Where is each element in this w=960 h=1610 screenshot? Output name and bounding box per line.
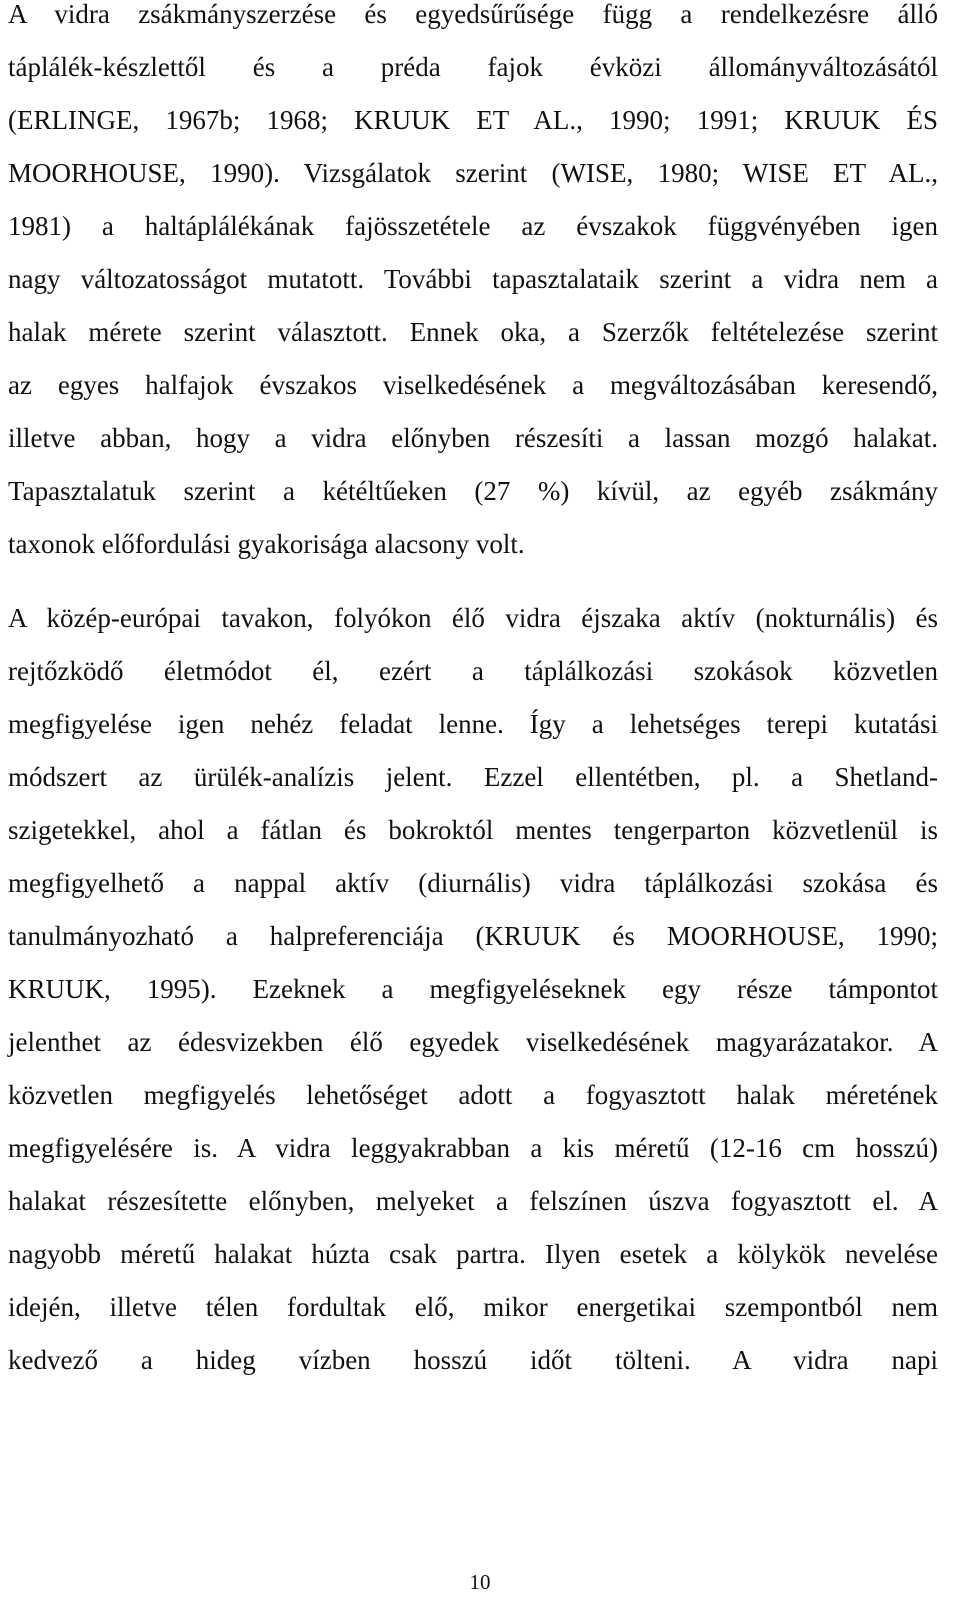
paragraph-1-line: az egyes halfajok évszakos viselkedésének a megváltozásában keresendő, <box>8 370 938 400</box>
paragraph-2-line: nagyobb méretű halakat húzta csak partra. Ilyen esetek a kölykök nevelése <box>8 1239 938 1269</box>
page-number: 10 <box>469 1570 491 1594</box>
paragraph-2-line: tanulmányozható a halpreferenciája (KRUUK és MOORHOUSE, 1990; <box>8 921 938 951</box>
paragraph-2-line: közvetlen megfigyelés lehetőséget adott a fogyasztott halak méretének <box>8 1080 938 1110</box>
paragraph-2-line: idején, illetve télen fordultak elő, mikor energetikai szempontból nem <box>8 1292 938 1322</box>
paragraph-1 <box>8 0 938 571</box>
paragraph-1-line: halak mérete szerint választott. Ennek oka, a Szerzők feltételezése szerint <box>8 317 938 347</box>
paragraph-1-line: nagy változatosságot mutatott. További tapasztalataik szerint a vidra nem a <box>8 264 938 294</box>
paragraph-1-line: 1981) a haltáplálékának fajösszetétele az évszakok függvényében igen <box>8 211 938 241</box>
paragraph-2-line: megfigyelésére is. A vidra leggyakrabban a kis méretű (12-16 cm hosszú) <box>8 1133 938 1163</box>
paragraph-1-line: Tapasztalatuk szerint a kétéltűeken (27 %) kívül, az egyéb zsákmány <box>8 476 938 506</box>
paragraph-1-line: A vidra zsákmányszerzése és egyedsűrűsége függ a rendelkezésre álló <box>8 0 938 29</box>
paragraph-1-line: MOORHOUSE, 1990). Vizsgálatok szerint (WISE, 1980; WISE ET AL., <box>8 158 938 188</box>
paragraph-2-line: A közép-európai tavakon, folyókon élő vidra éjszaka aktív (nokturnális) és <box>8 603 938 633</box>
document-page <box>8 0 938 1387</box>
paragraph-1-line: táplálék-készlettől és a préda fajok évközi állományváltozásától <box>8 52 938 82</box>
paragraph-2 <box>8 592 938 1387</box>
paragraph-1-line: taxonok előfordulási gyakorisága alacsony volt. <box>8 529 525 559</box>
paragraph-2-line: halakat részesítette előnyben, melyeket a felszínen úszva fogyasztott el. A <box>8 1186 938 1216</box>
paragraph-1-line: illetve abban, hogy a vidra előnyben részesíti a lassan mozgó halakat. <box>8 423 938 453</box>
paragraph-2-line: KRUUK, 1995). Ezeknek a megfigyeléseknek egy része támpontot <box>8 974 938 1004</box>
paragraph-2-line: rejtőzködő életmódot él, ezért a táplálkozási szokások közvetlen <box>8 656 938 686</box>
paragraph-2-line: megfigyelhető a nappal aktív (diurnális) vidra táplálkozási szokása és <box>8 868 938 898</box>
paragraph-2-line: jelenthet az édesvizekben élő egyedek viselkedésének magyarázatakor. A <box>8 1027 938 1057</box>
paragraph-1-line: (ERLINGE, 1967b; 1968; KRUUK ET AL., 1990; 1991; KRUUK ÉS <box>8 105 938 135</box>
paragraph-2-line: kedvező a hideg vízben hosszú időt tölteni. A vidra napi <box>8 1345 938 1375</box>
paragraph-2-line: szigetekkel, ahol a fátlan és bokroktól mentes tengerparton közvetlenül is <box>8 815 938 845</box>
paragraph-2-line: megfigyelése igen nehéz feladat lenne. Így a lehetséges terepi kutatási <box>8 709 938 739</box>
paragraph-2-line: módszert az ürülék-analízis jelent. Ezzel ellentétben, pl. a Shetland- <box>8 762 938 792</box>
